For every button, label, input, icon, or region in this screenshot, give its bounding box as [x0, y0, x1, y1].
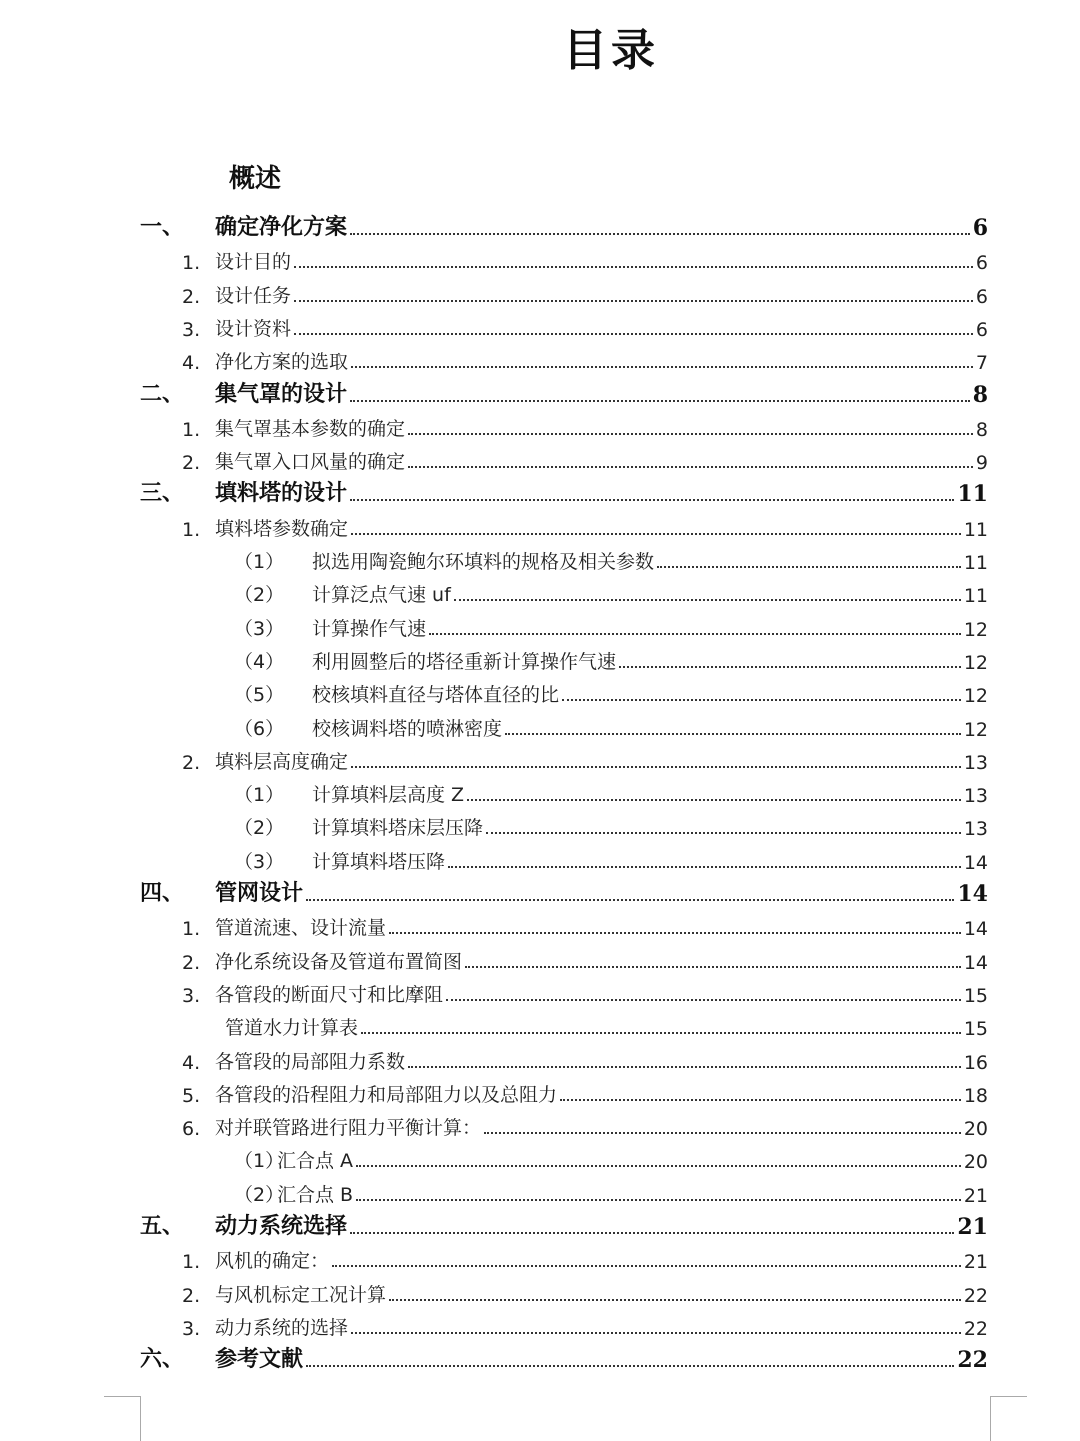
toc-entry-page: 21	[957, 1214, 988, 1240]
toc-entry-label: 管道流速、设计流量	[215, 917, 387, 940]
overview-heading[interactable]: 概述	[229, 164, 282, 194]
toc-entry-label: 风机的确定：	[215, 1250, 330, 1273]
toc-leader-dots	[332, 1265, 961, 1267]
toc-entry-page: 21	[963, 1251, 988, 1274]
toc-entry-label: 集气罩的设计	[215, 380, 348, 407]
toc-entry-number: （2）	[234, 817, 285, 840]
toc-entry-label: 计算填料层高度 Z	[312, 784, 465, 807]
toc-entry-page: 6	[972, 215, 988, 241]
page-corner-mark-left	[104, 1396, 141, 1441]
toc-entry-number: （4）	[234, 650, 285, 673]
toc-entry-label: 设计资料	[215, 317, 292, 340]
toc-entry-label: 确定净化方案	[215, 214, 348, 240]
toc-leader-dots	[351, 766, 961, 768]
toc-entry-page: 13	[963, 751, 988, 774]
toc-entry-page: 6	[975, 285, 988, 308]
toc-entry-number: 1.	[182, 418, 201, 441]
toc-entry-label: 计算操作气速	[312, 617, 427, 640]
toc-entry[interactable]	[0, 976, 1080, 1009]
toc-entry-number: （1）	[234, 551, 285, 573]
toc-entry-number: 4.	[182, 352, 201, 375]
toc-entry-page: 9	[975, 452, 988, 475]
toc-entry-number: （2）	[234, 584, 285, 607]
toc-leader-dots	[486, 832, 961, 834]
toc-entry-number: 4.	[182, 1051, 201, 1074]
toc-entry-page: 21	[963, 1184, 988, 1207]
toc-leader-dots	[408, 1066, 961, 1068]
toc-entry-label: 校核调料塔的喷淋密度	[312, 717, 503, 740]
toc-entry-label: 集气罩基本参数的确定	[215, 417, 406, 440]
toc-entry[interactable]	[0, 243, 1080, 276]
toc-entry-number: 1.	[182, 518, 201, 541]
toc-title: 目录	[563, 25, 659, 76]
toc-entry-number: 2.	[182, 452, 201, 475]
toc-entry-label: 各管段的沿程阻力和局部阻力以及总阻力	[215, 1083, 558, 1106]
toc-entry-number: （5）	[234, 684, 285, 707]
toc-entry[interactable]	[0, 610, 1080, 643]
toc-leader-dots	[465, 966, 961, 968]
toc-entry-label: 净化系统设备及管道布置简图	[215, 950, 463, 973]
toc-entry-number: （3）	[234, 617, 285, 640]
toc-leader-dots	[351, 1332, 961, 1334]
toc-leader-dots	[408, 433, 973, 435]
toc-entry-number: 二、	[140, 380, 185, 407]
toc-leader-dots	[560, 1099, 961, 1101]
toc-leader-dots	[356, 1165, 961, 1167]
toc-leader-dots	[306, 1365, 954, 1367]
toc-leader-dots	[294, 300, 973, 302]
toc-entry[interactable]	[0, 643, 1080, 676]
toc-entry-page: 14	[963, 918, 988, 941]
toc-leader-dots	[350, 400, 970, 402]
toc-entry-label: 汇合点 A	[277, 1150, 354, 1173]
toc-leader-dots	[657, 566, 961, 568]
toc-entry-number: 5.	[182, 1084, 201, 1107]
toc-leader-dots	[454, 599, 961, 601]
toc-entry-page: 12	[963, 618, 988, 641]
toc-leader-dots	[619, 666, 961, 668]
toc-entry-page: 12	[963, 685, 988, 708]
toc-leader-dots	[350, 499, 954, 501]
toc-entry-label: 动力系统的选择	[215, 1316, 349, 1339]
toc-entry[interactable]	[0, 510, 1080, 543]
toc-entry-number: （1）	[234, 784, 285, 807]
toc-entry[interactable]	[0, 377, 1080, 410]
toc-entry[interactable]	[0, 1142, 1080, 1175]
toc-leader-dots	[351, 366, 973, 368]
toc-entry[interactable]	[0, 1209, 1080, 1242]
toc-entry[interactable]	[0, 876, 1080, 909]
toc-entry-label: 校核填料直径与塔体直径的比	[312, 684, 560, 707]
toc-entry-label: 计算泛点气速 uf	[312, 584, 451, 607]
toc-entry-number: 2.	[182, 751, 201, 774]
toc-entry-label: 汇合点 B	[277, 1183, 354, 1206]
toc-entry-number: 3.	[182, 318, 201, 341]
toc-entry[interactable]	[0, 843, 1080, 876]
toc-entry[interactable]	[0, 1309, 1080, 1342]
toc-entry-page: 22	[963, 1284, 988, 1307]
toc-leader-dots	[356, 1199, 961, 1201]
toc-entry[interactable]	[0, 1043, 1080, 1076]
toc-entry-label: 设计任务	[215, 284, 292, 307]
page-corner-mark-right	[990, 1396, 1027, 1441]
toc-entry-page: 22	[963, 1317, 988, 1340]
toc-entry-page: 20	[963, 1118, 988, 1141]
toc-entry-label: 动力系统选择	[215, 1213, 348, 1239]
toc-entry-label: 参考文献	[215, 1346, 304, 1373]
toc-entry[interactable]	[0, 1109, 1080, 1142]
toc-entry[interactable]	[0, 676, 1080, 709]
toc-entry-page: 16	[963, 1051, 988, 1074]
toc-leader-dots	[562, 699, 961, 701]
toc-entry-label: 填料塔的设计	[215, 480, 348, 507]
toc-entry[interactable]	[0, 210, 1080, 243]
toc-entry-page: 14	[957, 881, 988, 907]
toc-entry-number: 1.	[182, 252, 201, 275]
toc-entry-number: 1.	[182, 918, 201, 941]
toc-leader-dots	[389, 1299, 961, 1301]
toc-entry-label: 管道水力计算表	[225, 1017, 359, 1040]
toc-entry[interactable]	[0, 576, 1080, 609]
toc-entry-label: 管网设计	[215, 880, 304, 906]
toc-entry-page: 15	[963, 984, 988, 1007]
toc-entry-page: 12	[963, 651, 988, 674]
toc-leader-dots	[389, 932, 961, 934]
toc-entry-number: 六、	[140, 1346, 185, 1373]
toc-entry[interactable]	[0, 543, 1080, 576]
toc-entry-label: 填料塔参数确定	[215, 517, 349, 540]
toc-entry-number: （2）	[234, 1183, 285, 1206]
toc-entry-page: 12	[963, 718, 988, 741]
toc-entry-number: 3.	[182, 1317, 201, 1340]
toc-leader-dots	[294, 333, 973, 335]
toc-leader-dots	[350, 233, 970, 235]
toc-leader-dots	[448, 866, 961, 868]
toc-entry[interactable]	[0, 310, 1080, 343]
toc-entry-page: 13	[963, 818, 988, 841]
toc-entry[interactable]	[0, 343, 1080, 376]
toc-entry-label: 各管段的断面尺寸和比摩阻	[215, 983, 444, 1006]
toc-leader-dots	[306, 899, 954, 901]
toc-entry-number: 2.	[182, 285, 201, 308]
toc-entry[interactable]	[0, 710, 1080, 743]
toc-leader-dots	[351, 533, 961, 535]
toc-leader-dots	[361, 1032, 961, 1034]
toc-entry-page: 6	[975, 318, 988, 341]
toc-entry-label: 与风机标定工况计算	[215, 1283, 387, 1306]
toc-entry-page: 13	[963, 785, 988, 808]
toc-entry-page: 11	[963, 552, 988, 574]
toc-entry-label: 计算填料塔压降	[312, 850, 446, 873]
toc-entry[interactable]	[0, 277, 1080, 310]
toc-entry[interactable]	[0, 476, 1080, 509]
toc-entry-page: 11	[963, 585, 988, 608]
toc-leader-dots	[467, 799, 961, 801]
toc-entry-number: 五、	[140, 1213, 185, 1239]
toc-leader-dots	[505, 733, 961, 735]
toc-entry[interactable]	[0, 776, 1080, 809]
toc-leader-dots	[446, 999, 961, 1001]
toc-entry-page: 6	[975, 252, 988, 275]
toc-entry-number: 三、	[140, 480, 185, 507]
toc-entry-label: 利用圆整后的塔径重新计算操作气速	[312, 650, 617, 673]
toc-entry-page: 14	[963, 951, 988, 974]
toc-entry-number: 1.	[182, 1251, 201, 1274]
toc-entry[interactable]	[0, 410, 1080, 443]
toc-entry[interactable]	[0, 1176, 1080, 1209]
toc-leader-dots	[429, 633, 961, 635]
toc-entry[interactable]	[0, 943, 1080, 976]
toc-entry-page: 8	[975, 418, 988, 441]
toc-entry[interactable]	[0, 1276, 1080, 1309]
toc-entry-page: 20	[963, 1151, 988, 1174]
toc-entry-number: 6.	[182, 1118, 201, 1141]
toc-entry-page: 18	[963, 1084, 988, 1107]
toc-entry-page: 11	[963, 518, 988, 541]
toc-entry-label: 对并联管路进行阻力平衡计算：	[215, 1117, 482, 1140]
toc-entry-label: 填料层高度确定	[215, 750, 349, 773]
toc-entry-page: 14	[963, 851, 988, 874]
toc-entry[interactable]	[0, 1009, 1080, 1042]
toc-entry[interactable]	[0, 443, 1080, 476]
toc-entry[interactable]	[0, 809, 1080, 842]
toc-entry-number: 一、	[140, 214, 185, 240]
toc-entry-label: 集气罩入口风量的确定	[215, 451, 406, 474]
toc-entry[interactable]	[0, 743, 1080, 776]
toc-entry-label: 各管段的局部阻力系数	[215, 1050, 406, 1073]
toc-entry-label: 拟选用陶瓷鲍尔环填料的规格及相关参数	[312, 551, 655, 573]
toc-entry-page: 11	[957, 481, 988, 508]
toc-leader-dots	[408, 466, 973, 468]
toc-entry[interactable]	[0, 1076, 1080, 1109]
toc-leader-dots	[350, 1232, 954, 1234]
toc-entry-number: 四、	[140, 880, 185, 906]
toc-entry-number: 2.	[182, 951, 201, 974]
toc-entry-number: （1）	[234, 1150, 285, 1173]
toc-entry-page: 15	[963, 1018, 988, 1041]
toc-entry-label: 计算填料塔床层压降	[312, 817, 484, 840]
toc-entry-label: 设计目的	[215, 251, 292, 274]
toc-entry-number: （3）	[234, 850, 285, 873]
toc-leader-dots	[294, 266, 973, 268]
toc-entry[interactable]	[0, 909, 1080, 942]
toc-entry-page: 7	[975, 352, 988, 375]
toc-entry-page: 8	[972, 381, 988, 408]
toc-entry[interactable]	[0, 1342, 1080, 1375]
toc-entry-number: 2.	[182, 1284, 201, 1307]
toc-leader-dots	[484, 1132, 961, 1134]
toc-entry[interactable]	[0, 1242, 1080, 1275]
toc-entry-page: 22	[957, 1347, 988, 1374]
toc-entry-number: （6）	[234, 717, 285, 740]
toc-entry-number: 3.	[182, 984, 201, 1007]
toc-entry-label: 净化方案的选取	[215, 351, 349, 374]
